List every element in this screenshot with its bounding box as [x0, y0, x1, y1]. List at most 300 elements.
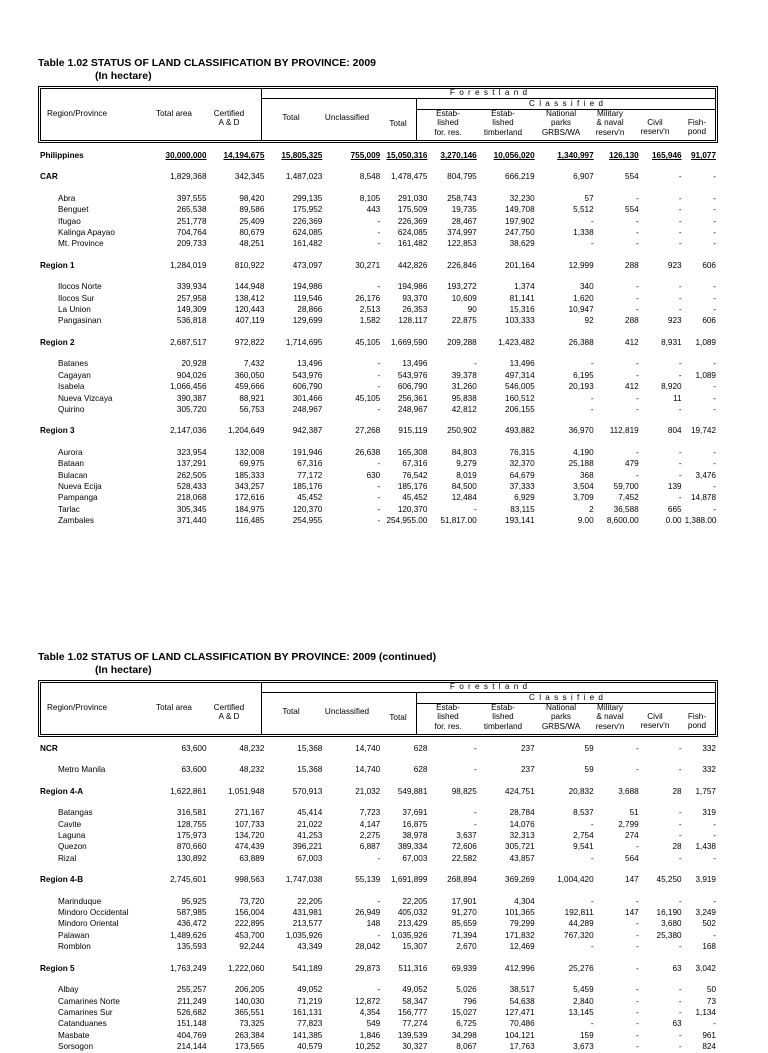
cell-value: 49,052 [297, 985, 323, 995]
cell-value: - [635, 393, 639, 403]
row-spacer [38, 437, 718, 447]
row-label: Philippines [40, 151, 84, 160]
cell-value: - [713, 1019, 716, 1029]
cell-value: 88,921 [239, 393, 265, 403]
col-total-area: Total area [156, 703, 192, 712]
cell-value: 256,361 [397, 393, 428, 403]
cell-value: 12,469 [509, 942, 535, 952]
cell-value: - [377, 228, 381, 238]
table-1-body [38, 150, 718, 527]
cell-value: 1,284,019 [170, 260, 207, 270]
cell-value: 226,846 [447, 260, 477, 270]
cell-value: 1,089 [695, 337, 716, 347]
col-region-province: Region/Province [47, 703, 108, 712]
cell-value: 93,370 [402, 293, 428, 303]
cell-value: 173,565 [234, 1042, 265, 1052]
cell-value: 13,145 [568, 1007, 594, 1017]
cell-value: - [635, 896, 639, 906]
cell-value: 139,539 [397, 1030, 428, 1040]
cell-value: 1,438 [695, 842, 716, 852]
cell-value: - [635, 996, 639, 1006]
cell-value: 63 [672, 963, 682, 973]
row-label: Quezon [58, 842, 87, 852]
table-row-province [38, 204, 718, 215]
cell-value: 222,895 [234, 919, 265, 929]
table-row-province [38, 830, 718, 841]
cell-value: 237 [520, 765, 535, 775]
row-label: Zambales [58, 516, 94, 526]
cell-value: 972,822 [234, 337, 265, 347]
cell-value: 624,085 [292, 228, 323, 238]
table-row-province [38, 481, 718, 492]
cell-value: 43,857 [509, 853, 535, 863]
cell-value: 144,948 [234, 282, 265, 292]
cell-value: - [377, 504, 381, 514]
cell-value: 3,919 [695, 875, 716, 885]
cell-value: - [635, 1030, 639, 1040]
cell-value: - [635, 942, 639, 952]
cell-value: - [713, 447, 716, 457]
cell-value: 6,725 [456, 1019, 477, 1029]
cell-value: 497,314 [505, 370, 535, 380]
table-row-province [38, 281, 718, 292]
row-label: Cavite [58, 819, 82, 829]
cell-value: 13,496 [509, 359, 535, 369]
cell-value: - [713, 504, 716, 514]
cell-value: 9,279 [456, 459, 477, 469]
row-label: Bataan [58, 459, 84, 469]
cell-value: 396,221 [292, 842, 323, 852]
cell-value: 5,512 [573, 205, 594, 215]
row-label: Aurora [58, 447, 83, 457]
table-row-region [38, 786, 718, 797]
cell-value: 15,050,316 [386, 151, 428, 160]
classified-header: C l a s s i f i e d [416, 99, 716, 110]
cell-value: 1,846 [359, 1030, 381, 1040]
cell-value: - [377, 216, 381, 226]
cell-value: 77,274 [402, 1019, 428, 1029]
cell-value: - [635, 744, 639, 753]
row-label: Quirino [58, 404, 85, 414]
cell-value: - [678, 853, 682, 863]
cell-value: 1,487,023 [285, 172, 323, 182]
cell-value: 12,872 [355, 996, 381, 1006]
table-title: Table 1.02 STATUS OF LAND CLASSIFICATION BY PROVINCE: 2009 [38, 57, 376, 69]
cell-value: 804,795 [447, 172, 477, 182]
cell-value: - [678, 831, 682, 841]
cell-value: 161,131 [292, 1007, 323, 1017]
cell-value: 32,313 [509, 831, 535, 841]
cell-value: 63,889 [239, 853, 265, 863]
cell-value: 25,409 [239, 216, 265, 226]
cell-value: 13,496 [402, 359, 428, 369]
row-label: Palawan [58, 930, 90, 940]
row-label: Sorsogon [58, 1042, 94, 1052]
cell-value: - [678, 370, 682, 380]
col-estab-for-res: Estab- lished for. res. [434, 703, 462, 731]
row-label: Pangasinan [58, 316, 102, 326]
table-title: Table 1.02 STATUS OF LAND CLASSIFICATION BY PROVINCE: 2009 (continued) [38, 651, 437, 663]
cell-value: 1,489,626 [170, 930, 207, 940]
row-spacer [38, 864, 718, 874]
cell-value: 942,387 [292, 426, 323, 436]
row-label: CAR [40, 172, 58, 182]
cell-value: 704,764 [176, 228, 207, 238]
cell-value: 84,803 [451, 447, 477, 457]
cell-value: - [635, 293, 639, 303]
col-civil: Civil reserv'n [640, 118, 670, 137]
row-label: Abra [58, 193, 76, 203]
cell-value: 26,949 [355, 908, 381, 918]
cell-value: 767,320 [564, 930, 594, 940]
col-estab-timberland: Estab- lished timberland [483, 109, 523, 137]
cell-value: - [678, 493, 682, 503]
cell-value: - [474, 765, 477, 775]
table-row-province [38, 293, 718, 304]
cell-value: - [590, 239, 594, 249]
row-label: Isabela [58, 382, 85, 392]
cell-value: 904,026 [176, 370, 207, 380]
row-label: Region 3 [40, 426, 75, 436]
cell-value: 151,148 [176, 1019, 207, 1029]
cell-value: - [713, 853, 716, 863]
cell-value: 38,517 [509, 985, 535, 995]
row-spacer [38, 161, 718, 171]
cell-value: - [590, 393, 594, 403]
table-row-province [38, 1007, 718, 1018]
table-row-region [38, 743, 718, 754]
cell-value: - [635, 1042, 639, 1052]
cell-value: 22,205 [297, 896, 323, 906]
cell-value: 84,500 [451, 481, 477, 491]
cell-value: - [678, 282, 682, 292]
col-unclassified: Unclassified [324, 707, 370, 716]
cell-value: 0.00 [665, 516, 682, 526]
cell-value: - [678, 404, 682, 414]
cell-value: 407,119 [235, 316, 265, 326]
table-row-province [38, 447, 718, 458]
cell-value: 389,334 [397, 842, 428, 852]
cell-value: 30,271 [355, 260, 381, 270]
row-label: Ilocos Norte [58, 282, 102, 292]
cell-value: - [713, 481, 716, 491]
cell-value: 73,720 [239, 896, 265, 906]
cell-value: 2,745,601 [170, 875, 207, 885]
cell-value: 3,476 [695, 470, 716, 480]
cell-value: 58,347 [402, 996, 428, 1006]
cell-value: 175,509 [397, 205, 428, 215]
cell-value: - [635, 765, 639, 775]
cell-value: - [678, 172, 682, 182]
cell-value: 41,253 [297, 831, 323, 841]
cell-value: - [635, 305, 639, 315]
cell-value: - [678, 305, 682, 315]
cell-value: 73,325 [239, 1019, 265, 1029]
cell-value: - [713, 216, 716, 226]
cell-value: 1,478,475 [390, 172, 428, 182]
cell-value: 56,753 [239, 404, 265, 414]
cell-value: 10,609 [451, 293, 477, 303]
cell-value: 365,551 [234, 1007, 265, 1017]
cell-value: - [713, 305, 716, 315]
cell-value: 1,620 [573, 293, 594, 303]
table-row-province [38, 807, 718, 818]
cell-value: - [635, 404, 639, 414]
cell-value: 197,902 [505, 216, 535, 226]
cell-value: 1,051,948 [227, 786, 265, 796]
col-military: Military & naval reserv'n [595, 109, 625, 137]
cell-value: - [678, 996, 682, 1006]
cell-value: - [635, 228, 639, 238]
cell-value: 5,459 [573, 985, 594, 995]
cell-value: - [590, 1019, 594, 1029]
cell-value: 10,056,020 [493, 151, 535, 160]
cell-value: 8,537 [573, 808, 594, 818]
cell-value: 211,249 [177, 996, 207, 1006]
cell-value: 554 [625, 205, 639, 215]
cell-value: 116,485 [235, 516, 265, 526]
cell-value: 120,370 [397, 504, 428, 514]
cell-value: 12,999 [568, 260, 594, 270]
cell-value: - [713, 293, 716, 303]
cell-value: - [678, 819, 682, 829]
table-row-province [38, 492, 718, 503]
cell-value: 8,600.00 [606, 516, 639, 526]
cell-value: 332 [702, 744, 716, 753]
cell-value: 37,333 [509, 481, 535, 491]
cell-value: 147 [625, 875, 639, 885]
cell-value: 32,230 [509, 193, 535, 203]
col-total: Total [282, 707, 300, 716]
table-row-province [38, 227, 718, 238]
cell-value: 59 [584, 744, 594, 753]
cell-value: 459,666 [234, 382, 265, 392]
cell-value: 40,579 [297, 1042, 323, 1052]
cell-value: 543,976 [397, 370, 428, 380]
row-label: La Union [58, 305, 91, 315]
row-spacer [38, 776, 718, 786]
cell-value: 85,659 [451, 919, 477, 929]
cell-value: 25,188 [568, 459, 594, 469]
cell-value: 2,754 [573, 831, 594, 841]
cell-value: - [678, 896, 682, 906]
col-region-province: Region/Province [47, 109, 108, 118]
cell-value: - [678, 1007, 682, 1017]
cell-value: 76,315 [509, 447, 535, 457]
cell-value: 436,472 [176, 919, 207, 929]
cell-value: 126,130 [609, 151, 639, 160]
cell-value: 6,887 [359, 842, 381, 852]
cell-value: - [635, 447, 639, 457]
cell-value: 549,881 [397, 786, 428, 796]
cell-value: 8,019 [456, 470, 477, 480]
cell-value: 412 [625, 382, 639, 392]
cell-value: 175,973 [176, 831, 207, 841]
cell-value: 28,467 [451, 216, 477, 226]
cell-value: - [377, 516, 381, 526]
cell-value: 226,369 [292, 216, 323, 226]
cell-value: 69,939 [451, 963, 477, 973]
table-row-province [38, 819, 718, 830]
cell-value: 201,164 [505, 260, 535, 270]
cell-value: 3,637 [456, 831, 477, 841]
cell-value: - [713, 382, 716, 392]
row-label: Marinduque [58, 896, 102, 906]
table-row-province [38, 764, 718, 775]
cell-value: 161,482 [397, 239, 428, 249]
cell-value: 22,875 [451, 316, 477, 326]
row-label: Region 5 [40, 963, 75, 973]
table-row-province [38, 853, 718, 864]
table-row-province [38, 896, 718, 907]
cell-value: - [635, 193, 639, 203]
table-2-body [38, 743, 718, 1053]
cell-value: - [635, 370, 639, 380]
cell-value: 95,925 [181, 896, 207, 906]
table-row-province [38, 216, 718, 227]
cell-value: 22,582 [451, 853, 477, 863]
cell-value: 536,818 [176, 316, 207, 326]
cell-value: 3,504 [573, 481, 594, 491]
cell-value: 255,257 [176, 985, 207, 995]
cell-value: 8,067 [456, 1042, 477, 1052]
row-label: Pampanga [58, 493, 98, 503]
cell-value: 34,298 [451, 1030, 477, 1040]
cell-value: - [678, 744, 682, 753]
cell-value: 26,638 [355, 447, 381, 457]
cell-value: 194,986 [292, 282, 323, 292]
cell-value: 213,577 [292, 919, 323, 929]
row-label: Ifugao [58, 216, 81, 226]
cell-value: 95,838 [451, 393, 477, 403]
cell-value: 20,928 [181, 359, 207, 369]
cell-value: 30,000,000 [165, 151, 207, 160]
cell-value: 424,751 [505, 786, 535, 796]
cell-value: 141,385 [292, 1030, 323, 1040]
cell-value: 63,600 [181, 744, 207, 753]
cell-value: 72,606 [451, 842, 477, 852]
cell-value: 67,003 [402, 853, 428, 863]
col-fishpond: Fish- pond [687, 712, 707, 731]
cell-value: 316,581 [176, 808, 207, 818]
cell-value: - [713, 459, 716, 469]
cell-value: 3,042 [695, 963, 716, 973]
col-national-parks: National parks GRBS/WA [541, 109, 581, 137]
cell-value: 16,190 [656, 908, 682, 918]
cell-value: 120,443 [234, 305, 265, 315]
table-row-province [38, 470, 718, 481]
row-spacer [38, 348, 718, 358]
cell-value: 21,022 [297, 819, 323, 829]
cell-value: 80,679 [239, 228, 265, 238]
cell-value: 206,155 [505, 404, 535, 414]
row-spacer [38, 327, 718, 337]
cell-value: 8,105 [359, 193, 381, 203]
cell-value: 1,669,590 [390, 337, 428, 347]
cell-value: 67,003 [297, 853, 323, 863]
cell-value: 15,805,325 [281, 151, 323, 160]
table-row-province [38, 918, 718, 929]
cell-value: 1,338 [573, 228, 594, 238]
cell-value: 132,008 [234, 447, 265, 457]
cell-value: 263,384 [234, 1030, 265, 1040]
cell-value: 14,878 [690, 493, 716, 503]
cell-value: 175,952 [292, 205, 323, 215]
cell-value: 156,777 [397, 1007, 428, 1017]
table-row-region [38, 171, 718, 182]
cell-value: 45,105 [355, 393, 381, 403]
cell-value: 226,369 [397, 216, 428, 226]
cell-value: 192,811 [564, 908, 594, 918]
cell-value: 32,370 [509, 459, 535, 469]
cell-value: 185,176 [292, 481, 323, 491]
cell-value: 4,354 [359, 1007, 381, 1017]
table-row-province [38, 458, 718, 469]
cell-value: 606 [702, 316, 716, 326]
cell-value: - [678, 985, 682, 995]
cell-value: 79,299 [509, 919, 535, 929]
cell-value: 137,291 [176, 459, 207, 469]
cell-value: 961 [702, 1030, 716, 1040]
row-label: Romblon [58, 942, 91, 952]
cell-value: - [635, 1007, 639, 1017]
cell-value: 291,030 [397, 193, 428, 203]
cell-value: 17,763 [509, 1042, 535, 1052]
cell-value: 14,740 [355, 765, 381, 775]
cell-value: 159 [579, 1030, 594, 1040]
cell-value: 15,368 [297, 744, 323, 753]
cell-value: 28,866 [297, 305, 323, 315]
cell-value: 511,316 [398, 963, 428, 973]
cell-value: 923 [667, 260, 682, 270]
row-label: Benguet [58, 205, 89, 215]
cell-value: 135,593 [176, 942, 207, 952]
cell-value: 25,276 [568, 963, 594, 973]
row-label: Metro Manila [58, 765, 106, 775]
cell-value: 130,892 [176, 853, 207, 863]
cell-value: - [377, 481, 381, 491]
cell-value: 42,812 [451, 404, 477, 414]
cell-value: - [590, 404, 594, 414]
cell-value: 2,275 [359, 831, 381, 841]
cell-value: 1,004,420 [557, 875, 594, 885]
cell-value: 374,997 [447, 228, 477, 238]
cell-value: 89,586 [239, 205, 265, 215]
cell-value: - [377, 853, 381, 863]
cell-value: 11 [673, 393, 682, 403]
cell-value: 2 [589, 504, 594, 514]
cell-value: 1,374 [514, 282, 535, 292]
cell-value: 1,035,926 [285, 930, 323, 940]
cell-value: 98,825 [451, 786, 477, 796]
table-unit: (In hectare) [95, 664, 152, 676]
cell-value: 2,799 [618, 819, 639, 829]
cell-value: 4,304 [514, 896, 535, 906]
cell-value: 45,452 [297, 493, 323, 503]
cell-value: 628 [413, 765, 428, 775]
cell-value: - [713, 239, 716, 249]
cell-value: 27,268 [355, 426, 381, 436]
cell-value: 21,032 [355, 786, 381, 796]
cell-value: - [635, 239, 639, 249]
cell-value: 923 [667, 316, 682, 326]
cell-value: - [635, 963, 639, 973]
cell-value: 57 [584, 193, 594, 203]
cell-value: 319 [702, 808, 716, 818]
row-label: Region 1 [40, 260, 75, 270]
cell-value: 14,194,675 [223, 151, 265, 160]
cell-value: - [678, 216, 682, 226]
